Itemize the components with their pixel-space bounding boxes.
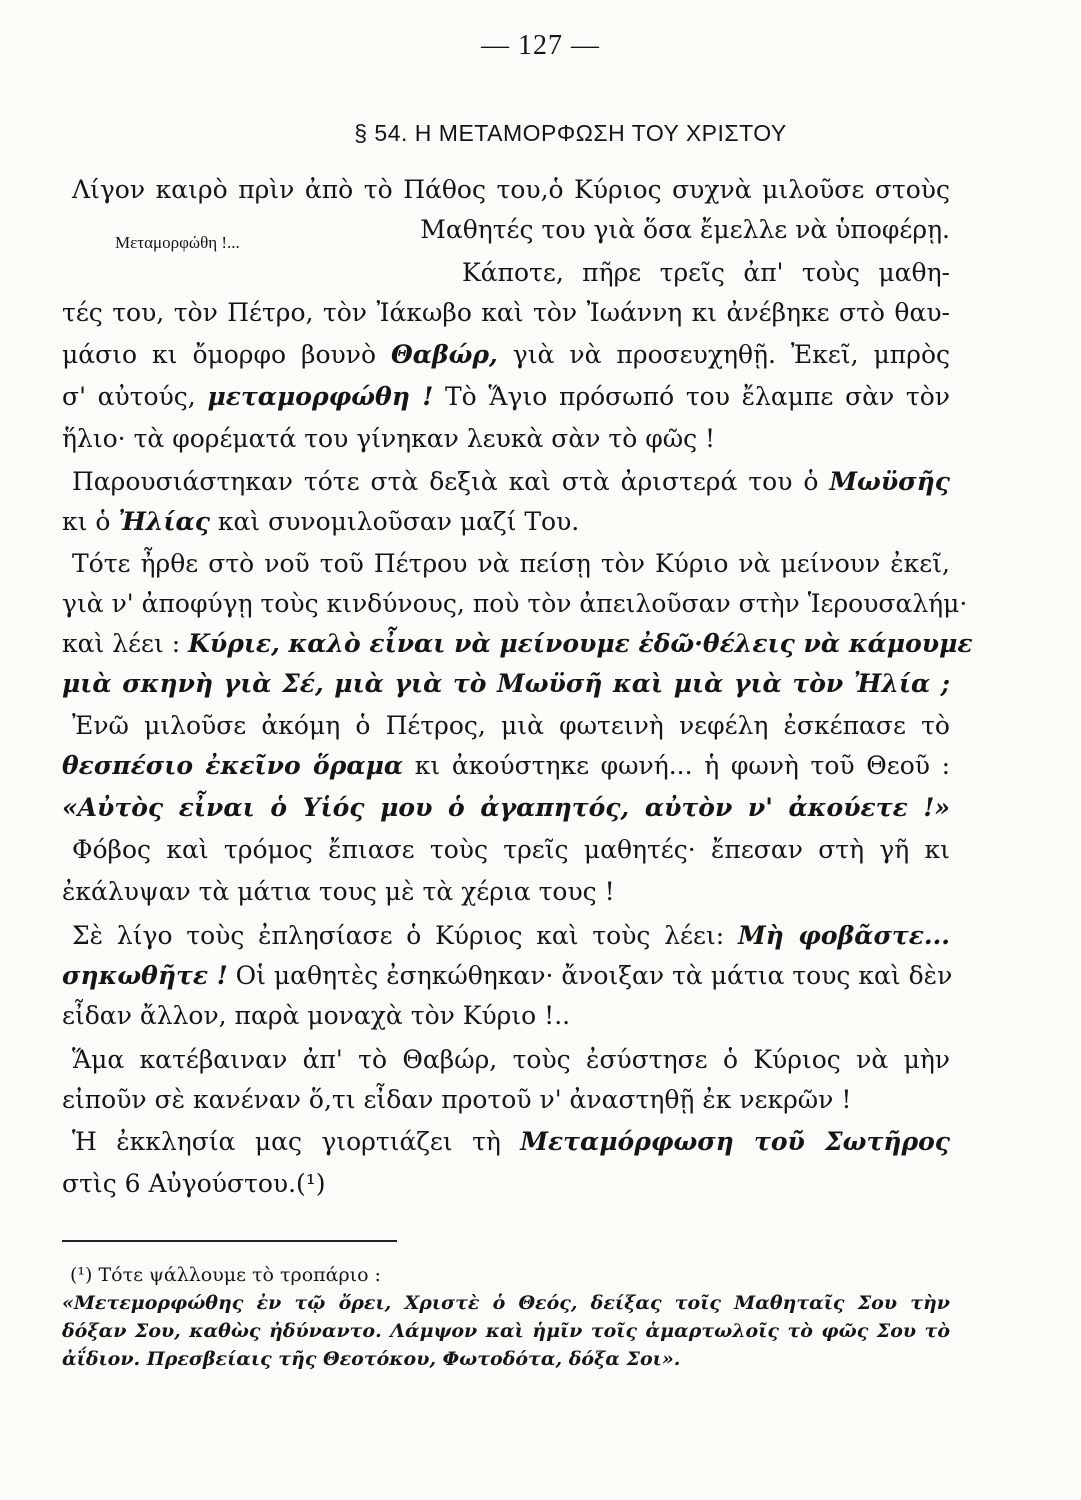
footnote-rule [62, 1240, 397, 1242]
text-line [62, 1166, 950, 1202]
text-line [72, 1042, 950, 1078]
emphasis-text: «Αὐτὸς εἶναι ὁ Υἱός μου ὁ ἀγαπητός, αὐτὸν ν' ἀκούετε !» [62, 793, 950, 822]
text-line [62, 504, 950, 540]
text-line [62, 1082, 950, 1118]
text-run: Τότε ἦρθε στὸ νοῦ τοῦ Πέτρου νὰ πείσῃ τὸν Κύριο νὰ μείνουν ἐκεῖ, [72, 549, 950, 578]
text-line [72, 172, 950, 208]
text-line [72, 1124, 950, 1160]
text-run: κι ὁ [62, 507, 119, 536]
emphasis-text: Μωϋσῆς [829, 467, 950, 496]
text-run: σ' αὐτούς, [62, 382, 208, 411]
emphasis-text: Κύριε, καλὸ εἶναι νὰ μείνουμε ἐδῶ·θέλεις νὰ κάμουμε [188, 629, 973, 658]
emphasis-text: Ἠλίας [118, 507, 210, 536]
text-run: καὶ λέει : [62, 629, 189, 658]
text-run: Κάποτε, πῆρε τρεῖς ἀπ' τοὺς μαθη- [462, 258, 950, 287]
text-line [62, 337, 950, 373]
text-run: Παρουσιάστηκαν τότε στὰ δεξιὰ καὶ στὰ ἀριστερά του ὁ [72, 467, 830, 496]
text-run: Ἐνῶ μιλοῦσε ἀκόμη ὁ Πέτρος, μιὰ φωτεινὴ νεφέλη ἐσκέπασε τὸ [72, 711, 950, 740]
text-run: στὶς 6 Αὐγούστου.(¹) [62, 1169, 326, 1198]
footnote-line [62, 1290, 950, 1317]
text-run: εἶδαν ἄλλον, παρὰ μοναχὰ τὸν Κύριο !.. [62, 1001, 571, 1030]
text-line [62, 212, 950, 248]
text-line [62, 748, 950, 784]
text-run: εἰποῦν σὲ κανέναν ὅ,τι εἶδαν προτοῦ ν' ἀναστηθῇ ἐκ νεκρῶν ! [62, 1085, 852, 1114]
text-line [62, 790, 950, 826]
emphasis-text: Μεταμόρφωση τοῦ Σωτῆρος [520, 1127, 951, 1156]
text-run: κι ἀκούστηκε φωνή... ἡ φωνὴ τοῦ Θεοῦ : [403, 751, 950, 780]
text-line [62, 421, 950, 457]
text-run: Μαθητές του γιὰ ὅσα ἔμελλε νὰ ὑποφέρῃ. [420, 215, 950, 244]
text-run: γιὰ νὰ προσευχηθῇ. Ἐκεῖ, μπρὸς [497, 340, 950, 369]
emphasis-text: ἀΐδιον. Πρεσβείαις τῆς Θεοτόκου, Φωτοδότα, δόξα Σοι». [62, 1348, 681, 1370]
text-run: ἐκάλυψαν τὰ μάτια τους μὲ τὰ χέρια τους ! [62, 877, 615, 906]
text-line [62, 998, 950, 1034]
text-line [62, 295, 950, 331]
emphasis-text: μεταμορφώθη ! [207, 382, 434, 411]
text-run: Ἅμα κατέβαιναν ἀπ' τὸ Θαβώρ, τοὺς ἐσύστησε ὁ Κύριος νὰ μὴν [72, 1045, 950, 1074]
text-run: Σὲ λίγο τοὺς ἐπλησίασε ὁ Κύριος καὶ τοὺς λέει: [72, 921, 738, 950]
emphasis-text: δόξαν Σου, καθὼς ἠδύναντο. Λάμψον καὶ ἡμῖν τοῖς ἁμαρτωλοῖς τὸ φῶς Σου τὸ [62, 1320, 950, 1342]
text-line [62, 586, 968, 622]
text-run: τές του, τὸν Πέτρο, τὸν Ἰάκωβο καὶ τὸν Ἰωάννη κι ἀνέβηκε στὸ θαυ- [62, 298, 950, 327]
text-run: μάσιο κι ὄμορφο βουνὸ [62, 340, 391, 369]
text-run: Φόβος καὶ τρόμος ἔπιασε τοὺς τρεῖς μαθητές· ἔπεσαν στὴ γῆ κι [72, 835, 950, 864]
emphasis-text: μιὰ σκηνὴ γιὰ Σέ, μιὰ γιὰ τὸ Μωϋσῆ καὶ μιὰ γιὰ τὸν Ἠλία ; [62, 669, 950, 698]
emphasis-text: σηκωθῆτε ! [62, 961, 228, 990]
text-run: καὶ συνομιλοῦσαν μαζί Του. [209, 507, 580, 536]
text-run: (¹) Τότε ψάλλουμε τὸ τροπάριο : [70, 1264, 381, 1286]
emphasis-text: Μὴ φοβᾶστε... [737, 921, 950, 950]
text-run: Λίγον καιρὸ πρὶν ἀπὸ τὸ Πάθος του,ὁ Κύριος συχνὰ μιλοῦσε στοὺς [72, 175, 950, 204]
page-number: — 127 — [481, 30, 600, 61]
emphasis-text: «Μετεμορφώθης ἐν τῷ ὄρει, Χριστὲ ὁ Θεός, δείξας τοῖς Μαθηταῖς Σου τὴν [62, 1292, 950, 1314]
footnote-line [62, 1318, 950, 1345]
text-line [72, 546, 950, 582]
footnote-line [62, 1346, 950, 1373]
text-run: Ἡ ἐκκλησία μας γιορτιάζει τὴ [72, 1127, 521, 1156]
text-line [62, 379, 950, 415]
text-run: ἥλιο· τὰ φορέματά του γίνηκαν λευκὰ σὰν τὸ φῶς ! [62, 424, 716, 453]
emphasis-text: Θαβώρ, [391, 340, 498, 369]
text-line [62, 958, 953, 994]
margin-note: Μεταμορφώθη !... [115, 233, 240, 252]
text-line [62, 626, 973, 662]
text-line [72, 464, 950, 500]
text-run: Οἱ μαθητὲς ἐσηκώθηκαν· ἄνοιξαν τὰ μάτια τους καὶ δὲν [227, 961, 953, 990]
section-heading: § 54. Η ΜΕΤΑΜΟΡΦΩΣΗ ΤΟΥ ΧΡΙΣΤΟΥ [354, 120, 787, 146]
emphasis-text: θεσπέσιο ἐκεῖνο ὅραμα [62, 751, 404, 780]
text-run: Τὸ Ἅγιο πρόσωπό του ἔλαμπε σὰν τὸν [433, 382, 950, 411]
text-line [72, 708, 950, 744]
text-run: γιὰ ν' ἀποφύγῃ τοὺς κινδύνους, ποὺ τὸν ἀπειλοῦσαν στὴν Ἱερουσαλήμ· [62, 589, 968, 618]
text-line [462, 255, 950, 291]
text-line [62, 666, 950, 702]
text-line [62, 874, 950, 910]
text-line [72, 918, 950, 954]
text-line [72, 832, 950, 868]
footnote-line [70, 1262, 950, 1289]
